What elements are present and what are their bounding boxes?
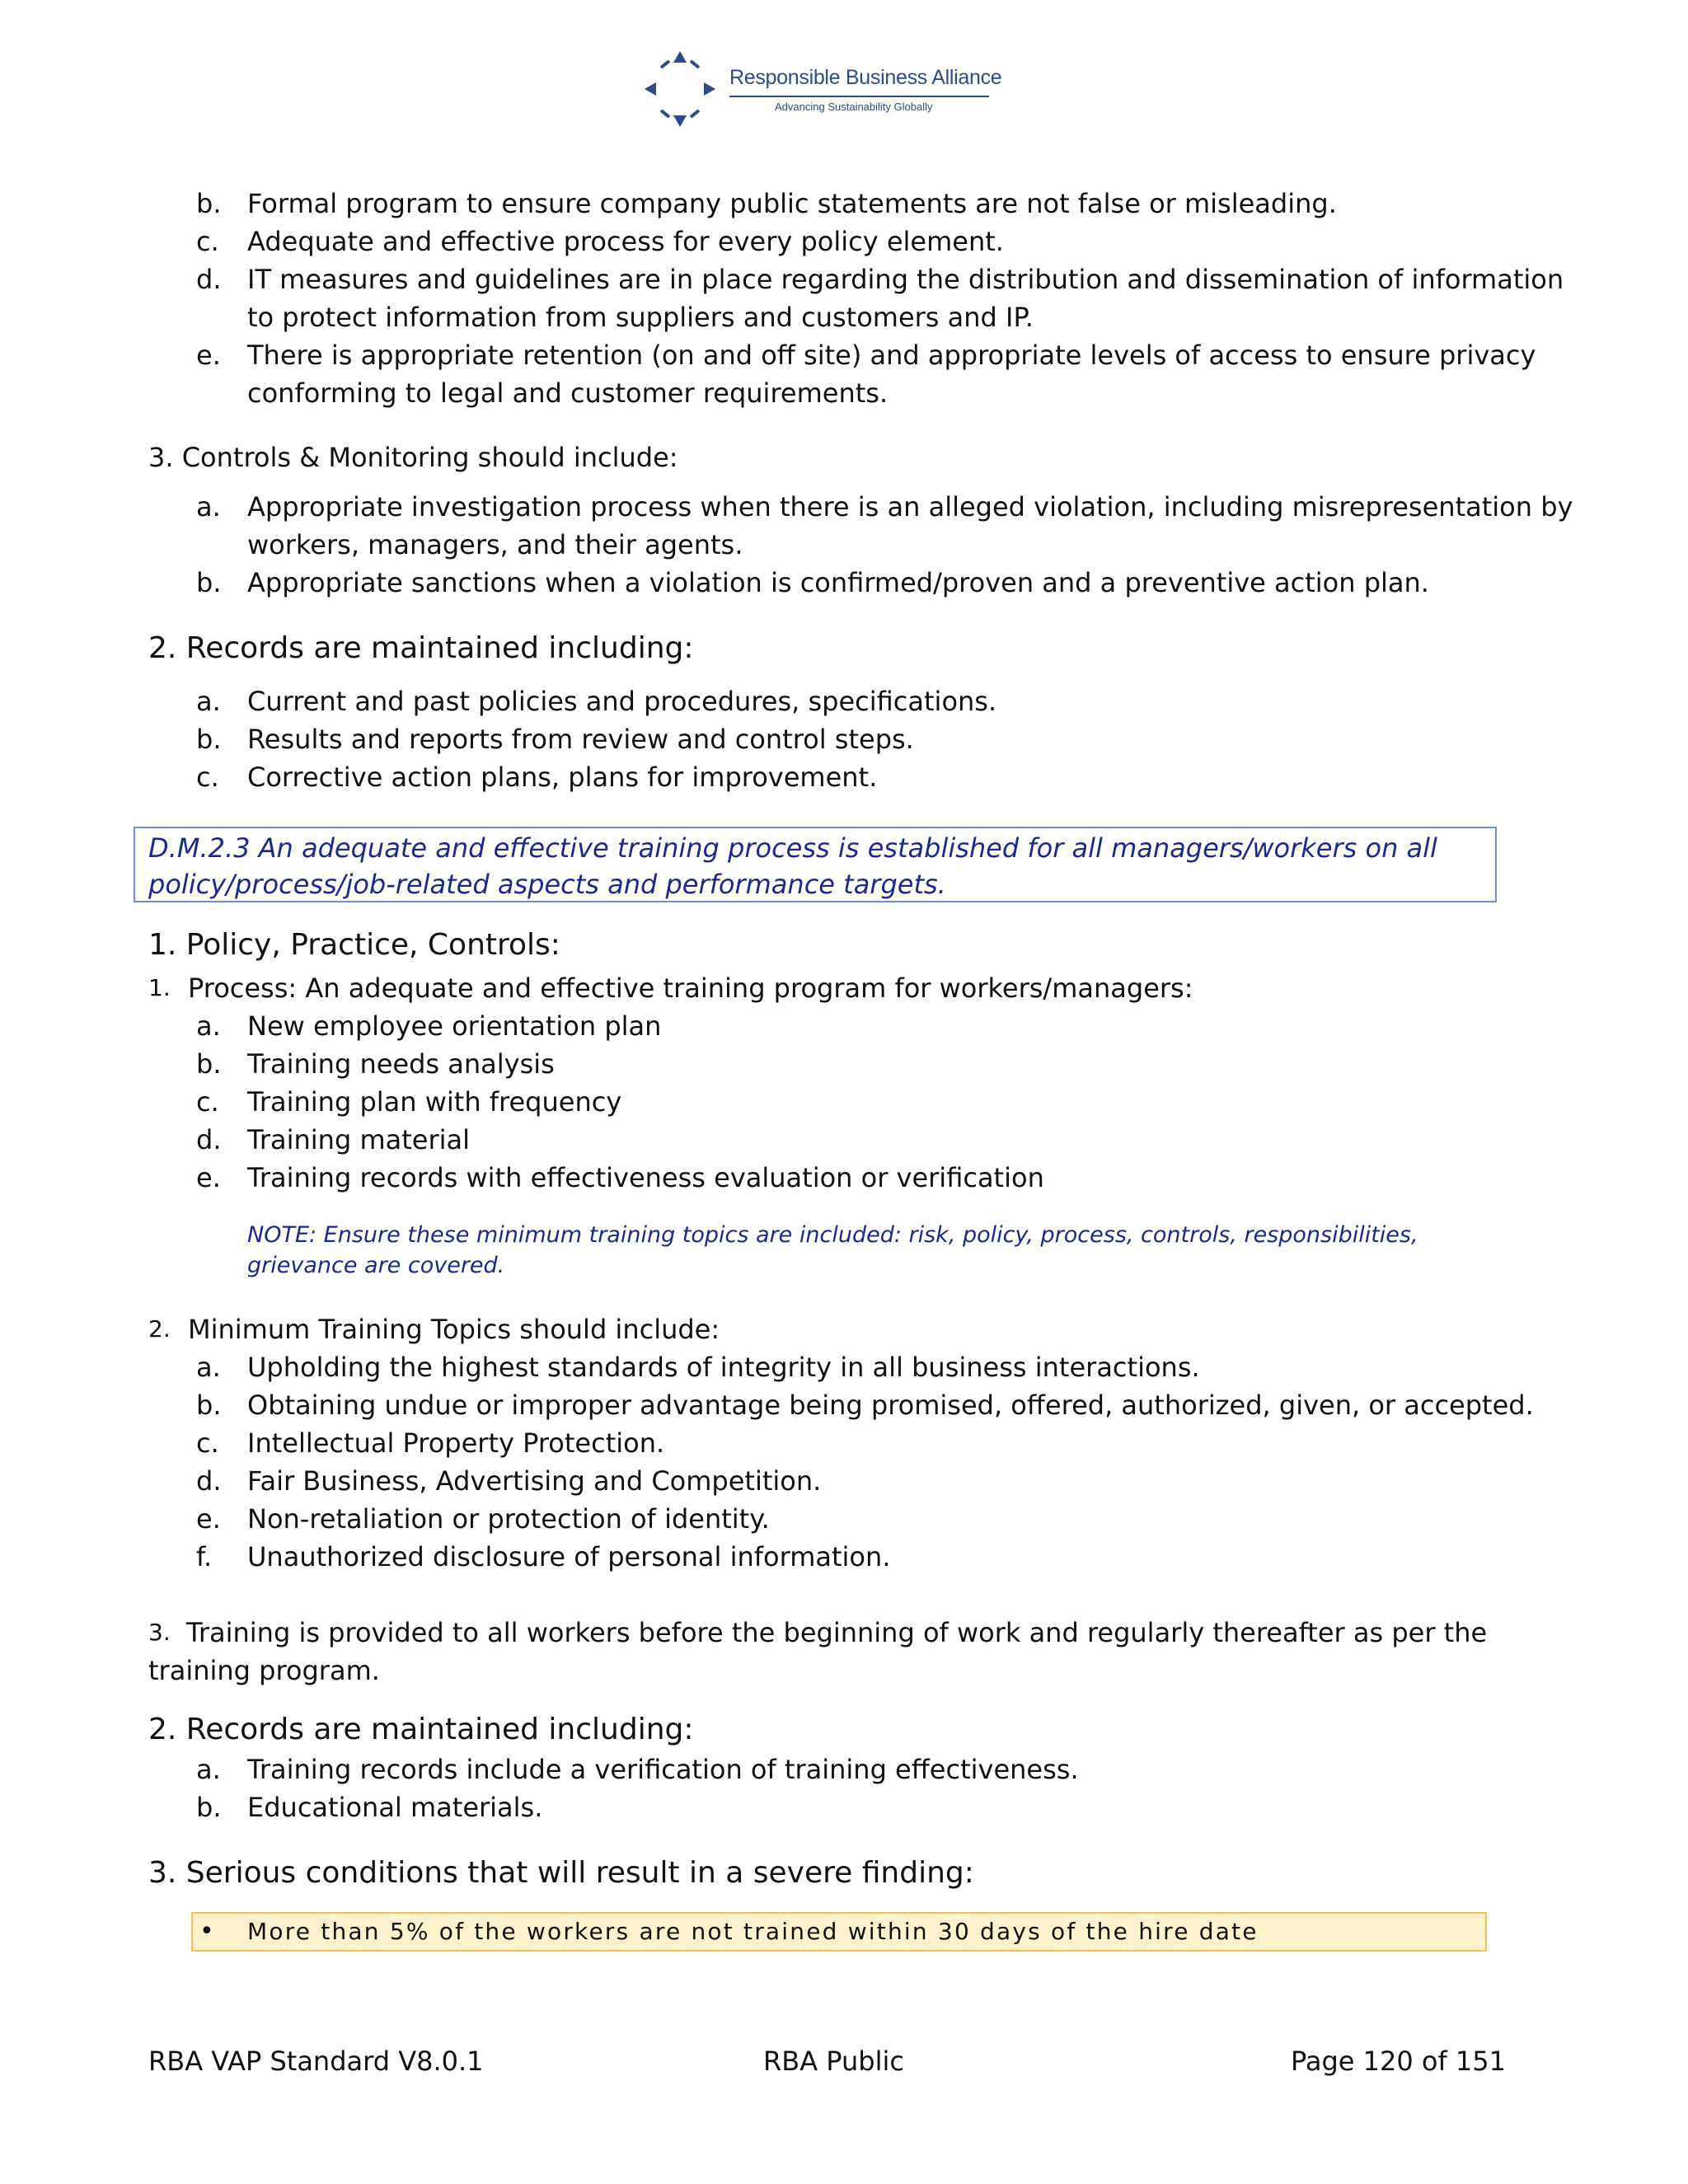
list-number: 3. bbox=[148, 1619, 171, 1646]
list-marker: b. bbox=[196, 1792, 222, 1823]
severe-finding-text: More than 5% of the workers are not trained within 30 days of the hire date bbox=[247, 1918, 1259, 1945]
list-marker: c. bbox=[196, 1086, 219, 1118]
list-item-text: Training is provided to all workers before the beginning of work and regularly thereafter as per the bbox=[186, 1617, 1488, 1648]
section-heading: 2. Records are maintained including: bbox=[148, 1713, 694, 1746]
list-item-text: Appropriate sanctions when a violation is confirmed/proven and a preventive action plan. bbox=[247, 567, 1429, 598]
list-item-text: Educational materials. bbox=[247, 1792, 543, 1823]
list-marker: d. bbox=[196, 1124, 222, 1155]
list-item-text: Adequate and effective process for every policy element. bbox=[247, 226, 1004, 257]
list-item-text: Intellectual Property Protection. bbox=[247, 1427, 665, 1459]
list-marker: f. bbox=[196, 1541, 213, 1572]
list-item-text: Formal program to ensure company public statements are not false or misleading. bbox=[247, 188, 1337, 219]
list-marker: b. bbox=[196, 1048, 222, 1080]
list-item-text: Training material bbox=[247, 1124, 470, 1155]
logo-title: Responsible Business Alliance bbox=[729, 66, 1002, 89]
section-heading: 3. Serious conditions that will result in a severe finding: bbox=[148, 1856, 974, 1890]
footer-right: Page 120 of 151 bbox=[1291, 2046, 1506, 2077]
list-marker: d. bbox=[196, 264, 222, 295]
section-heading: 2. Records are maintained including: bbox=[148, 631, 694, 665]
list-item-text: Non-retaliation or protection of identity. bbox=[247, 1503, 770, 1535]
list-marker: b. bbox=[196, 1390, 222, 1421]
list-item-text: Training needs analysis bbox=[247, 1048, 555, 1080]
requirement-title: policy/process/job-related aspects and performance targets. bbox=[148, 869, 946, 900]
list-marker: e. bbox=[196, 340, 221, 371]
section-heading: 3. Controls & Monitoring should include: bbox=[148, 442, 678, 473]
requirement-title: D.M.2.3 An adequate and effective training process is established for all managers/workers on all bbox=[148, 832, 1437, 864]
list-item-text: training program. bbox=[148, 1655, 380, 1686]
note-text: NOTE: Ensure these minimum training topics are included: risk, policy, process, controls, responsibilities, bbox=[247, 1222, 1418, 1248]
list-item-text: Training records with effectiveness evaluation or verification bbox=[247, 1162, 1044, 1193]
logo-rule bbox=[729, 96, 989, 97]
list-number: 1. bbox=[148, 974, 171, 1001]
list-marker: a. bbox=[196, 686, 221, 717]
bullet: • bbox=[199, 1917, 214, 1946]
list-marker: c. bbox=[196, 1427, 219, 1459]
section-heading: 1. Policy, Practice, Controls: bbox=[148, 928, 560, 962]
list-marker: a. bbox=[196, 1754, 221, 1785]
logo-tagline: Advancing Sustainability Globally bbox=[775, 101, 933, 113]
list-item-text: Unauthorized disclosure of personal information. bbox=[247, 1541, 891, 1572]
list-item-text: New employee orientation plan bbox=[247, 1010, 662, 1042]
list-marker: a. bbox=[196, 1352, 221, 1383]
compass-logo-icon bbox=[643, 49, 717, 129]
list-item-text: Corrective action plans, plans for improvement. bbox=[247, 762, 878, 793]
list-item-text: conforming to legal and customer requirements. bbox=[247, 377, 889, 409]
list-marker: e. bbox=[196, 1503, 221, 1535]
list-item-text: to protect information from suppliers and customers and IP. bbox=[247, 302, 1034, 333]
note-text: grievance are covered. bbox=[247, 1253, 505, 1278]
list-marker: c. bbox=[196, 226, 219, 257]
rba-logo bbox=[643, 49, 1006, 132]
list-marker: b. bbox=[196, 724, 222, 755]
list-marker: a. bbox=[196, 1010, 221, 1042]
list-marker: a. bbox=[196, 491, 221, 523]
list-marker: d. bbox=[196, 1465, 222, 1497]
list-item-text: There is appropriate retention (on and off site) and appropriate levels of access to ensure privacy bbox=[247, 340, 1536, 371]
list-marker: e. bbox=[196, 1162, 221, 1193]
footer-left: RBA VAP Standard V8.0.1 bbox=[148, 2046, 484, 2077]
list-marker: c. bbox=[196, 762, 219, 793]
list-item-text: Results and reports from review and control steps. bbox=[247, 724, 914, 755]
list-item-text: workers, managers, and their agents. bbox=[247, 529, 743, 560]
list-item-text: Minimum Training Topics should include: bbox=[188, 1314, 720, 1345]
list-item-text: Upholding the highest standards of integrity in all business interactions. bbox=[247, 1352, 1200, 1383]
list-number: 2. bbox=[148, 1315, 171, 1343]
list-item-text: IT measures and guidelines are in place regarding the distribution and dissemination of information bbox=[247, 264, 1564, 295]
list-item-text: Process: An adequate and effective training program for workers/managers: bbox=[188, 972, 1193, 1004]
list-item-text: Training records include a verification of training effectiveness. bbox=[247, 1754, 1079, 1785]
list-item-text: Fair Business, Advertising and Competition. bbox=[247, 1465, 822, 1497]
list-item-text: Current and past policies and procedures, specifications. bbox=[247, 686, 997, 717]
footer-center: RBA Public bbox=[763, 2046, 904, 2077]
list-item-text: Training plan with frequency bbox=[247, 1086, 622, 1118]
list-item-text: Appropriate investigation process when there is an alleged violation, including misrepresentation by bbox=[247, 491, 1573, 523]
list-item-text: Obtaining undue or improper advantage being promised, offered, authorized, given, or accepted. bbox=[247, 1390, 1534, 1421]
list-marker: b. bbox=[196, 188, 222, 219]
list-marker: b. bbox=[196, 567, 222, 598]
